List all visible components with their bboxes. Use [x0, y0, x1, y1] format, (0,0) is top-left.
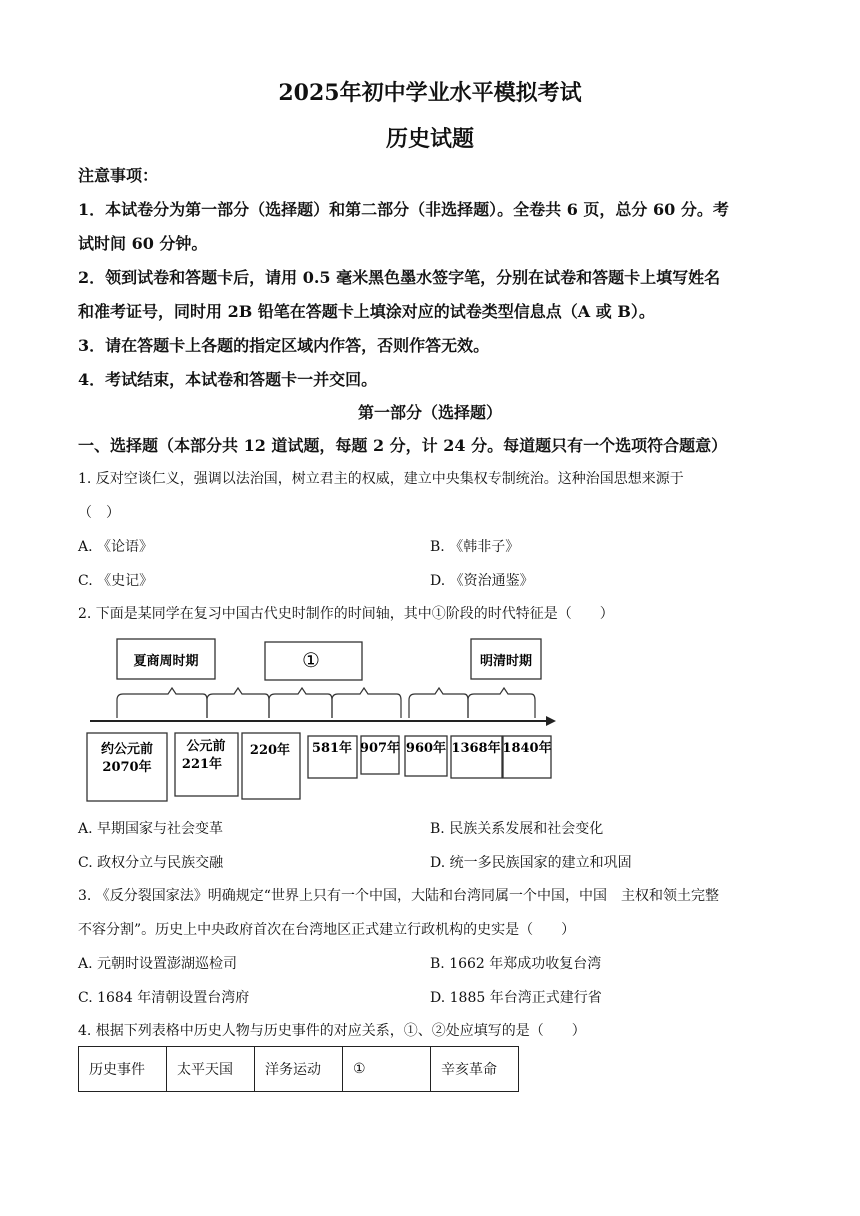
- notice-heading: 注意事项：: [78, 166, 159, 185]
- notice-item-2-line-1: 2．领到试卷和答题卡后，请用 0.5 毫米黑色墨水签字笔，分别在试卷和答题卡上填写姓名: [78, 268, 721, 287]
- q1-stem-line-2: （ ）: [78, 505, 120, 521]
- timeline-year-1368: 1368年: [451, 741, 501, 756]
- q3-stem-line-2: 不容分割”。历史上中央政府首次在台湾地区正式建立行政机构的史实是（ ）: [78, 922, 576, 938]
- notice-item-2-line-2: 和准考证号，同时用 2B 铅笔在答题卡上填涂对应的试卷类型信息点（A 或 B）。: [78, 302, 655, 321]
- q2-option-c: C. 政权分立与民族交融: [78, 855, 224, 871]
- timeline-year-221bc-line-2: 221年: [181, 757, 223, 772]
- timeline-label-ming-qing: 明清时期: [479, 654, 533, 669]
- q2-option-d: D. 统一多民族国家的建立和巩固: [430, 855, 632, 871]
- q2-option-b: B. 民族关系发展和社会变化: [430, 821, 604, 837]
- q1-option-b: B. 《韩非子》: [430, 539, 520, 555]
- q3-option-b: B. 1662 年郑成功收复台湾: [430, 956, 602, 972]
- table-cell: ①: [343, 1047, 431, 1092]
- q1-option-d: D. 《资治通鉴》: [430, 573, 534, 589]
- part1-heading: 第一部分（选择题）: [357, 403, 502, 422]
- exam-title: 2025年初中学业水平模拟考试: [278, 80, 582, 106]
- timeline-year-220: 220年: [249, 743, 291, 758]
- q3-option-c: C. 1684 年清朝设置台湾府: [78, 990, 250, 1006]
- timeline-braces: [117, 688, 535, 718]
- notice-item-4: 4．考试结束，本试卷和答题卡一并交回。: [78, 370, 378, 389]
- q3-option-d: D. 1885 年台湾正式建行省: [430, 990, 602, 1006]
- q2-stem: 2. 下面是某同学在复习中国古代史时制作的时间轴，其中①阶段的时代特征是（ ）: [78, 606, 614, 622]
- notice-item-1-line-2: 试时间 60 分钟。: [78, 234, 208, 253]
- section-heading: 一、选择题（本部分共 12 道试题，每题 2 分，计 24 分。每道题只有一个选项符合题意）: [78, 436, 728, 455]
- timeline-year-581: 581年: [311, 741, 353, 756]
- timeline-figure: [80, 636, 560, 806]
- timeline-year-221bc-line-1: 公元前: [186, 739, 226, 754]
- table-cell-header: 历史事件: [79, 1047, 167, 1092]
- q1-stem-line-1: 1. 反对空谈仁义，强调以法治国，树立君主的权威，建立中央集权专制统治。这种治国思想来源于: [78, 471, 684, 487]
- exam-subtitle: 历史试题: [385, 126, 474, 152]
- notice-item-3: 3．请在答题卡上各题的指定区域内作答，否则作答无效。: [78, 336, 490, 355]
- q4-stem: 4. 根据下列表格中历史人物与历史事件的对应关系，①、②处应填写的是（ ）: [78, 1023, 586, 1039]
- timeline-year-1840: 1840年: [502, 741, 552, 756]
- q2-option-a: A. 早期国家与社会变革: [78, 821, 224, 837]
- table-row: [79, 1047, 519, 1092]
- notice-item-1-line-1: 1．本试卷分为第一部分（选择题）和第二部分（非选择题）。全卷共 6 页，总分 60 分。考: [78, 200, 729, 219]
- q3-option-a: A. 元朝时设置澎湖巡检司: [78, 956, 238, 972]
- table-cell: 辛亥革命: [431, 1047, 519, 1092]
- timeline-year-960: 960年: [405, 741, 447, 756]
- timeline-year-2070bc-line-1: 约公元前: [100, 742, 154, 757]
- q4-table: [78, 1046, 519, 1092]
- table-cell: 太平天国: [167, 1047, 255, 1092]
- timeline-label-xia-shang-zhou: 夏商周时期: [133, 654, 199, 669]
- timeline-label-stage-1: ①: [302, 648, 320, 672]
- timeline-arrow: [546, 716, 556, 726]
- q1-option-c: C. 《史记》: [78, 573, 154, 589]
- q1-option-a: A. 《论语》: [78, 539, 154, 555]
- table-cell: 洋务运动: [255, 1047, 343, 1092]
- q3-stem-line-1: 3. 《反分裂国家法》明确规定“世界上只有一个中国，大陆和台湾同属一个中国，中国 主权和领土完整: [78, 888, 719, 904]
- timeline-year-2070bc-line-2: 2070年: [102, 760, 152, 775]
- timeline-year-907: 907年: [359, 741, 401, 756]
